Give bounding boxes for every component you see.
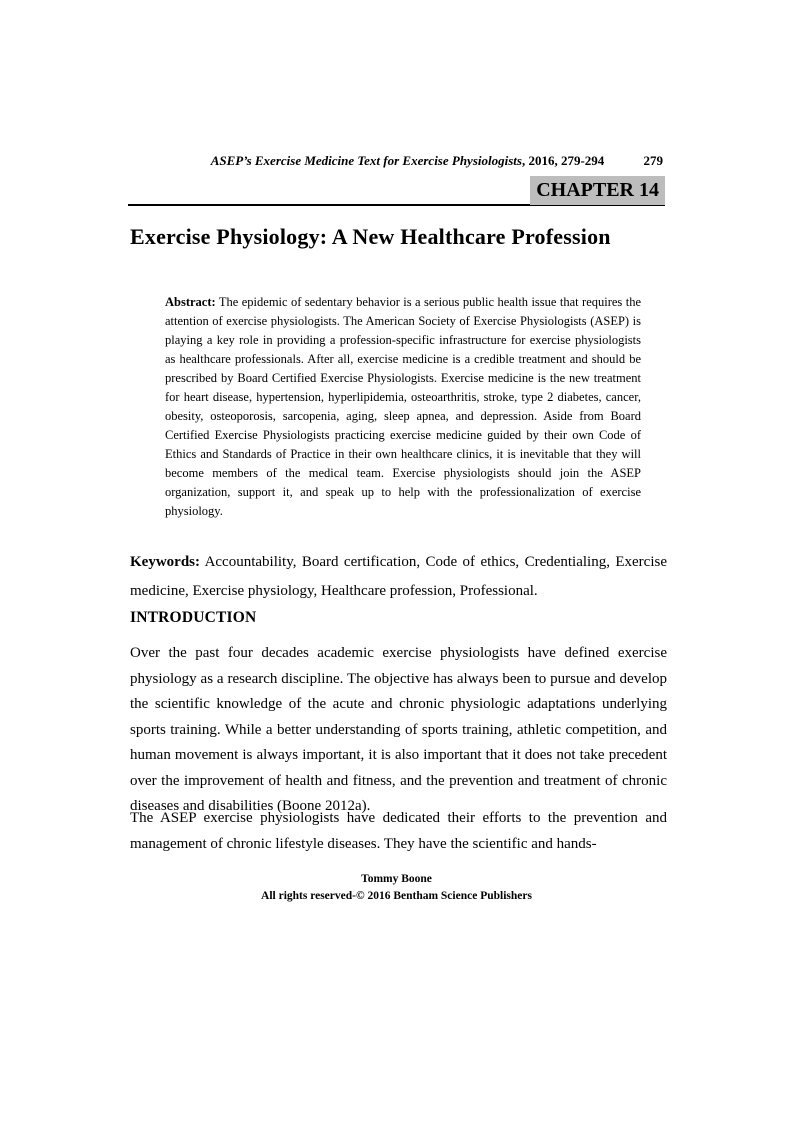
chapter-title: Exercise Physiology: A New Healthcare Profession — [130, 224, 611, 249]
footer-author: Tommy Boone — [361, 873, 432, 885]
running-head — [150, 153, 665, 169]
intro-paragraph-1: Over the past four decades academic exercise physiologists have defined exercise physiology as a research discipline. The objective has always been to pursue and develop the scientific knowledge of the acute and chronic physiologic adaptations underlying sports training. While a better understanding of sports training, athletic competition, and human movement is always important, it is also important that it does not take precedent over the improvement of health and fitness, and the prevention and treatment of chronic diseases and disabilities (Boone 2012a). — [130, 645, 667, 814]
running-head-title: ASEP’s Exercise Medicine Text for Exercise Physiologists — [210, 153, 522, 168]
page-footer — [0, 871, 793, 905]
keywords-label: Keywords: — [130, 554, 200, 570]
keywords — [130, 548, 667, 605]
abstract-label: Abstract: — [165, 295, 216, 309]
intro-paragraph-2: The ASEP exercise physiologists have dedicated their efforts to the prevention and management of chronic lifestyle diseases. They have the scientific and hands- — [130, 810, 667, 852]
footer-copyright: All rights reserved-© 2016 Bentham Science Publishers — [261, 890, 532, 902]
page-number: 279 — [643, 153, 663, 168]
chapter-row — [130, 176, 665, 205]
introduction-heading: INTRODUCTION — [130, 609, 257, 626]
abstract-text: The epidemic of sedentary behavior is a serious public health issue that requires the attention of exercise physiologists. The American Society of Exercise Physiologists (ASEP) is playing a key role in providing a profession-specific infrastructure for exercise physiologists as healthcare professionals. After all, exercise medicine is a credible treatment and should be prescribed by Board Certified Exercise Physiologists. Exercise medicine is the new treatment for heart disease, hypertension, hyperlipidemia, osteoarthritis, stroke, type 2 diabetes, cancer, obesity, osteoporosis, sarcopenia, aging, sleep apnea, and depression. Aside from Board Certified Exercise Physiologists practicing exercise medicine guided by their own Code of Ethics and Standards of Practice in their own healthcare clinics, it is inevitable that they will become members of the medical team. Exercise physiologists should join the ASEP organization, support it, and speak up to help with the professionalization of exercise physiology. — [165, 295, 641, 518]
keywords-text: Accountability, Board certification, Code of ethics, Credentialing, Exercise medicine, Exercise physiology, Healthcare profession, Professional. — [130, 554, 667, 599]
running-head-suffix: , 2016, 279-294 — [521, 153, 605, 168]
abstract — [165, 293, 641, 521]
chapter-badge: CHAPTER 14 — [530, 176, 665, 205]
